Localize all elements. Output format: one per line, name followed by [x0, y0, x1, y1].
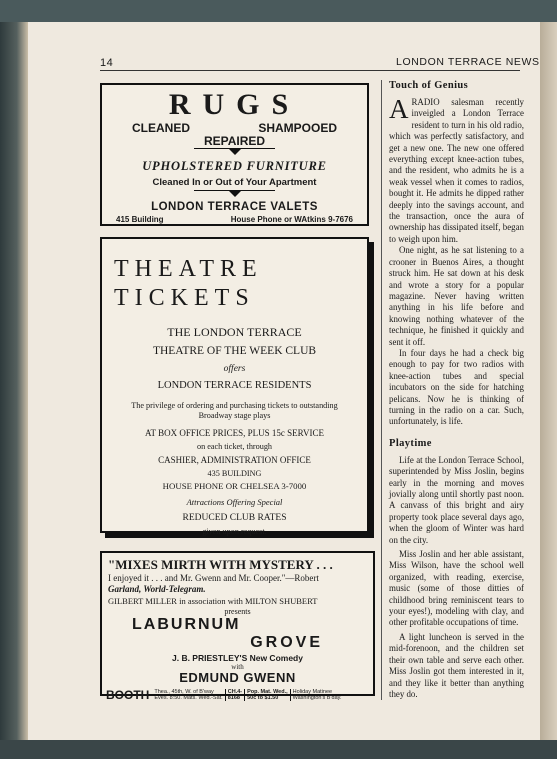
holiday-line1: Holiday Matinee [292, 689, 333, 695]
pop-matinee-cell [245, 689, 291, 701]
drop-cap: A [389, 94, 409, 124]
upholstered-label: UPHOLSTERED FURNITURE [142, 159, 327, 173]
phone-line: HOUSE PHONE OR CHELSEA 3-7000 [162, 481, 307, 491]
article-column [389, 80, 524, 700]
booth-label: BOOTH [106, 688, 150, 702]
club-line1: THE LONDON TERRACE [167, 325, 302, 339]
pop-line1: Pop. Mat. Wed., [247, 689, 288, 695]
booth-info-row [102, 688, 373, 702]
rugs-advertisement [100, 83, 369, 226]
given-line: given upon request. [202, 527, 267, 536]
triangle-icon [228, 148, 242, 155]
next-page-edge [540, 22, 557, 740]
phone-line1: CH.4- [227, 689, 243, 695]
running-head: LONDON TERRACE NEWS [396, 56, 540, 68]
article1-paragraph1 [389, 94, 524, 245]
holiday-line2: Washington's B'day. [292, 695, 342, 701]
book-spine [0, 22, 28, 740]
mixes-headline: "MIXES MIRTH WITH MYSTERY . . . [108, 557, 333, 572]
shampooed-label: SHAMPOOED [258, 121, 337, 135]
column-rule [381, 80, 382, 700]
residents-label: LONDON TERRACE RESIDENTS [157, 380, 312, 391]
cleaned-label: CLEANED [132, 121, 191, 135]
attractions-line: Attractions Offering Special [186, 497, 283, 507]
play-title-line1: LABURNUM [132, 616, 241, 633]
building-line: 435 BUILDING [207, 469, 262, 478]
article2-paragraph2: Miss Joslin and her able assistant, Miss Wilson, have the school well organized, with reading, exercise, music (some of those ditties of childhood bring reminiscent tears to your eyes!), modeling with clay, and other profitable occupations of time. [389, 549, 524, 628]
article2-paragraph3: A light luncheon is served in the mid-forenoon, and the children set their own table and serve each other. Miss Joslin got them interested in it, and they like it better than anything they do. [389, 631, 524, 699]
theatre-tickets-advertisement [100, 237, 369, 536]
privilege-line2: Broadway stage plays [198, 411, 271, 420]
company-name: LONDON TERRACE VALETS [151, 201, 318, 213]
cleaned-in-out-label: Cleaned In or Out of Your Apartment [152, 177, 317, 188]
rugs-footer [102, 215, 367, 224]
article1-p1-text: RADIO salesman recently inveigled a London Terrace resident to turn in his old radio, which was perfectly satisfactory, and get a new one. The new one offered everything except knee-action tubes, and the resident, who admits he is a weak vessel when it comes to radios, bought it. He admits he dipped rather deeply into the savings account, and the transaction, once the aura of ownership has dissipated itself, began to weigh upon him. [389, 97, 524, 244]
building-label: 415 Building [116, 215, 164, 224]
play-title-line2: GROVE [250, 634, 323, 651]
each-ticket-line: on each ticket, through [196, 442, 273, 451]
theatre-info-line2: Eves. 8:50. Mats. Wed.-Sat. [154, 695, 223, 701]
review-quote-line1: I enjoyed it . . . and Mr. Gwenn and Mr. Cooper."—Robert [108, 573, 319, 583]
with-label: with [231, 663, 244, 671]
star-name: EDMUND GWENN [179, 670, 296, 685]
theatre-info-line1: Thea., 45th, W. of B'way [154, 689, 214, 695]
page-number: 14 [100, 57, 114, 69]
rugs-title: RUGS [168, 88, 301, 121]
offers-label: offers [223, 364, 246, 374]
phone-cell [226, 689, 245, 701]
repaired-label: REPAIRED [203, 134, 266, 148]
article-heading-playtime: Playtime [389, 437, 432, 449]
header-rule [100, 70, 520, 71]
phone-label: House Phone or WAtkins 9-7676 [230, 215, 353, 224]
article1-paragraph2: One night, as he sat listening to a crooner in Buenos Aires, a thought struck him. He sat down at his desk and wrote a story for a popular magazine. Never having written anything in his life before and knowing nothing whatever of the technique, he finished it quickly and sent it off. [389, 245, 524, 347]
presents-label: presents [224, 607, 251, 616]
book-binding-top [0, 0, 557, 22]
book-binding-bottom [0, 740, 557, 759]
holiday-cell [291, 689, 344, 701]
prices-line: AT BOX OFFICE PRICES, PLUS 15c SERVICE [145, 428, 324, 438]
laburnum-grove-advertisement [100, 551, 375, 702]
theatre-title-line2: TICKETS [114, 285, 255, 311]
theatre-title-line1: THEATRE [114, 256, 263, 282]
article1-paragraph3: In four days he had a check big enough to pay for two radios with knee-action tubes and special incubators on the side for hatching pelicans. Now he is thinking of turning in the radio on a car. Such, unfortunately, is life. [389, 347, 524, 427]
cashier-line: CASHIER, ADMINISTRATION OFFICE [158, 455, 311, 465]
triangle-icon [228, 190, 242, 197]
article2-paragraph1: Life at the London Terrace School, superintended by Miss Joslin, begins early in the morning and moves jovially along until shortly past noon. A canvass of this bright and airy property took place several days ago, when the gloom of Winter was hard on the city. [389, 454, 524, 545]
phone-line2: 8168 [227, 695, 240, 701]
divider-arrow-2 [102, 190, 367, 198]
theatre-address-cell [152, 689, 225, 701]
cleaned-shampooed-row [102, 121, 367, 135]
review-quote-line2: Garland, World-Telegram. [108, 584, 206, 594]
pop-line2: 50c to $1.50 [247, 695, 279, 701]
article-heading-touch-of-genius: Touch of Genius [389, 80, 469, 91]
comedy-line: J. B. PRIESTLEY'S New Comedy [172, 653, 303, 663]
divider-arrow [102, 148, 367, 156]
club-line2: THEATRE OF THE WEEK CLUB [152, 345, 317, 357]
presenters-line: GILBERT MILLER in association with MILTON SHUBERT [108, 596, 318, 606]
reduced-rates-line: REDUCED CLUB RATES [182, 513, 287, 523]
privilege-line1: The privilege of ordering and purchasing tickets to outstanding [131, 401, 338, 410]
